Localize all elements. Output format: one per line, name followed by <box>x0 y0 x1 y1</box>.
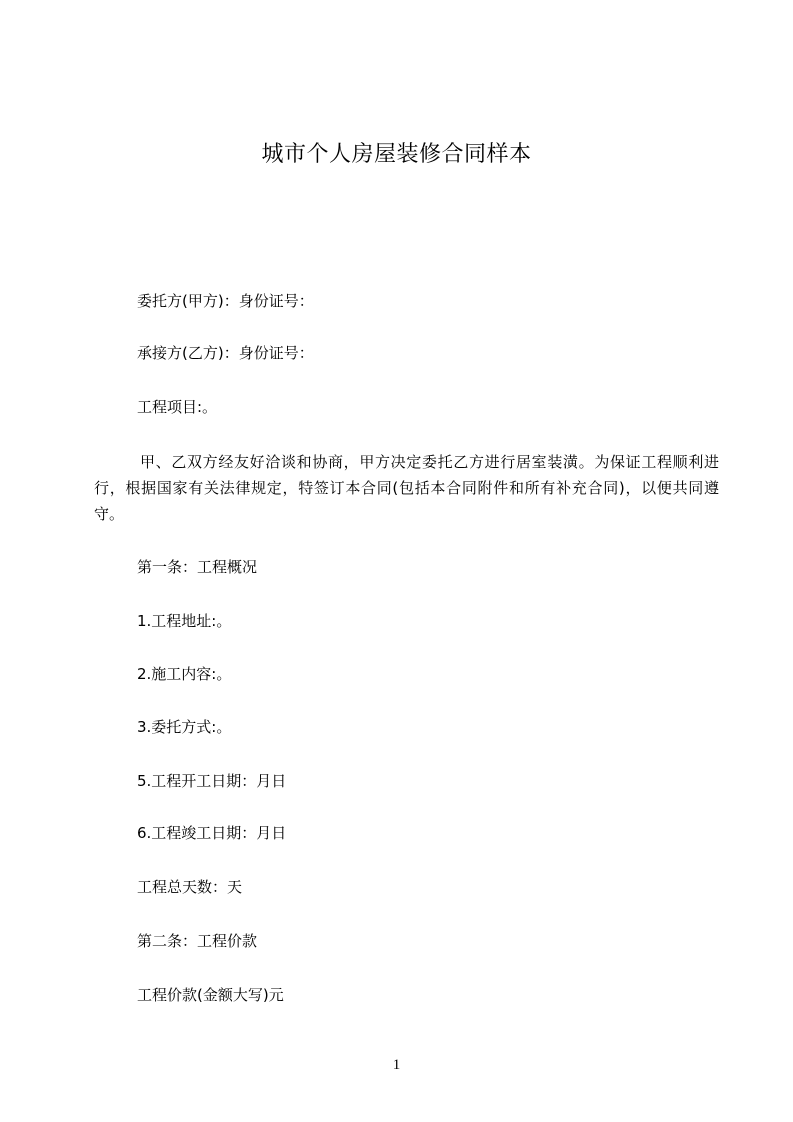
project-line: 工程项目:。 <box>137 398 218 416</box>
article-1-heading: 第一条：工程概况 <box>137 558 258 576</box>
page-number: 1 <box>392 1057 401 1073</box>
party-b-line: 承接方(乙方)：身份证号： <box>137 344 314 362</box>
total-days-line: 工程总天数：天 <box>137 878 243 896</box>
item-completion-date: 6.工程竣工日期：月日 <box>137 824 287 842</box>
article-2-heading: 第二条：工程价款 <box>137 932 258 950</box>
party-a-line: 委托方(甲方)：身份证号： <box>137 292 314 310</box>
intro-paragraph: 甲、乙双方经友好洽谈和协商，甲方决定委托乙方进行居室装潢。为保证工程顺利进行，根据国家有关法律规定，特签订本合同(包括本合同附件和所有补充合同)，以便共同遵守。 <box>94 453 719 523</box>
page-title: 城市个人房屋装修合同样本 <box>261 142 532 167</box>
item-start-date: 5.工程开工日期：月日 <box>137 772 287 790</box>
item-construction-content: 2.施工内容:。 <box>137 665 232 683</box>
item-project-address: 1.工程地址:。 <box>137 612 232 630</box>
item-commission-method: 3.委托方式:。 <box>137 718 232 736</box>
price-line: 工程价款(金额大写)元 <box>137 986 284 1004</box>
